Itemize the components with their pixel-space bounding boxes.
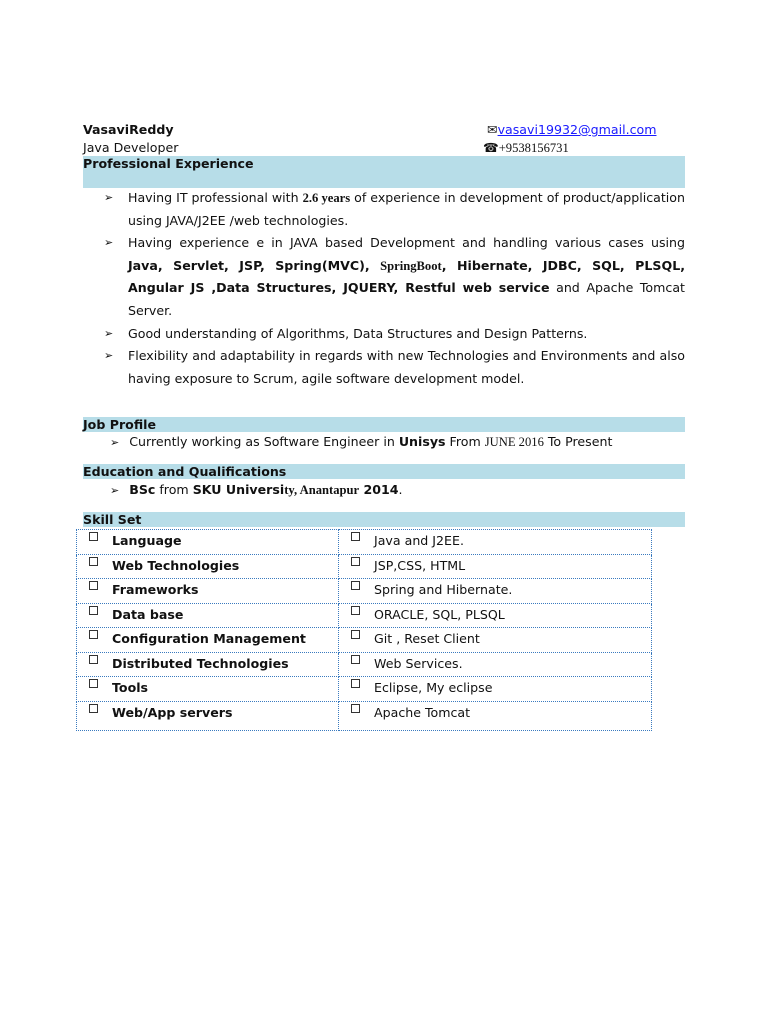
table-row [77, 554, 652, 579]
skill-value: Eclipse, My eclipse [374, 680, 493, 695]
checkbox-bullet-icon [89, 655, 98, 664]
skill-value: ORACLE, SQL, PLSQL [374, 606, 505, 622]
arrow-bullet-icon: ➢ [110, 484, 120, 497]
checkbox-bullet-icon [351, 606, 360, 615]
checkbox-bullet-icon [351, 679, 360, 688]
checkbox-bullet-icon [351, 704, 360, 713]
section-heading: Skill Set [83, 512, 142, 527]
checkbox-bullet-icon [351, 557, 360, 566]
phone-line [483, 139, 569, 157]
checkbox-bullet-icon [89, 704, 98, 713]
table-row [77, 701, 652, 730]
table-row [77, 603, 652, 628]
arrow-bullet-icon: ➢ [104, 349, 114, 363]
checkbox-bullet-icon [89, 581, 98, 590]
skill-value: JSP,CSS, HTML [374, 557, 466, 573]
skill-category: Data base [112, 606, 184, 622]
list-item: ➢ Flexibility and adaptability in regards with new Technologies and Environments and also having exposure to Scrum, agile software development model. [104, 345, 685, 390]
section-job-profile [83, 417, 685, 432]
candidate-name: VasaviReddy [83, 122, 174, 137]
skill-category: Web/App servers [112, 704, 233, 720]
phone-icon: ☎ [483, 140, 499, 155]
checkbox-bullet-icon [351, 581, 360, 590]
checkbox-bullet-icon [351, 630, 360, 639]
candidate-title: Java Developer [83, 140, 179, 155]
table-row [77, 677, 652, 702]
skill-value: Spring and Hibernate. [374, 582, 513, 597]
checkbox-bullet-icon [89, 557, 98, 566]
section-education [83, 464, 685, 479]
checkbox-bullet-icon [89, 532, 98, 541]
table-row [77, 628, 652, 653]
list-item: ➢ Having IT professional with 2.6 years of experience in development of product/application using JAVA/J2EE /web technologies. [104, 187, 685, 232]
education-line: ➢ BSc from SKU University, Anantapur 2014. [110, 482, 403, 497]
experience-list [104, 187, 685, 390]
job-line: ➢ Currently working as Software Engineer in Unisys From JUNE 2016 To Present [110, 434, 613, 449]
section-professional-experience [83, 156, 685, 188]
arrow-bullet-icon: ➢ [104, 191, 114, 204]
list-item: ➢ Good understanding of Algorithms, Data Structures and Design Patterns. [104, 323, 685, 346]
phone-number: +9538156731 [498, 141, 569, 155]
skill-value: Apache Tomcat [374, 704, 471, 720]
list-item: ➢ Having experience e in JAVA based Development and handling various cases using Java, Servlet, JSP, Spring(MVC), SpringBoot, Hibernate, JDBC, SQL, PLSQL, Angular JS ,Data Structures, JQUERY, Restful web service and Apache Tomcat Server. [104, 232, 685, 322]
envelope-icon: ✉ [487, 122, 498, 137]
skill-category: Configuration Management [112, 631, 306, 646]
section-heading: Professional Experience [83, 156, 254, 171]
skill-category: Tools [112, 680, 149, 695]
skill-category: Web Technologies [112, 557, 240, 573]
section-heading: Education and Qualifications [83, 464, 287, 479]
checkbox-bullet-icon [89, 679, 98, 688]
skill-category: Language [112, 533, 182, 548]
section-skill-set [83, 512, 685, 527]
skill-value: Java and J2EE. [374, 533, 464, 548]
checkbox-bullet-icon [89, 630, 98, 639]
section-heading: Job Profile [83, 417, 157, 432]
email-link[interactable]: vasavi19932@gmail.com [497, 122, 657, 137]
table-row [77, 579, 652, 604]
skill-value: Web Services. [374, 655, 463, 671]
checkbox-bullet-icon [351, 532, 360, 541]
arrow-bullet-icon: ➢ [104, 236, 114, 250]
skill-category: Distributed Technologies [112, 655, 289, 671]
email-line [487, 121, 657, 138]
arrow-bullet-icon: ➢ [104, 326, 114, 340]
skills-table [76, 529, 652, 731]
checkbox-bullet-icon [351, 655, 360, 664]
arrow-bullet-icon: ➢ [110, 436, 120, 449]
table-row [77, 652, 652, 677]
skill-category: Frameworks [112, 582, 199, 597]
skill-value: Git , Reset Client [374, 631, 480, 646]
checkbox-bullet-icon [89, 606, 98, 615]
table-row [77, 530, 652, 555]
